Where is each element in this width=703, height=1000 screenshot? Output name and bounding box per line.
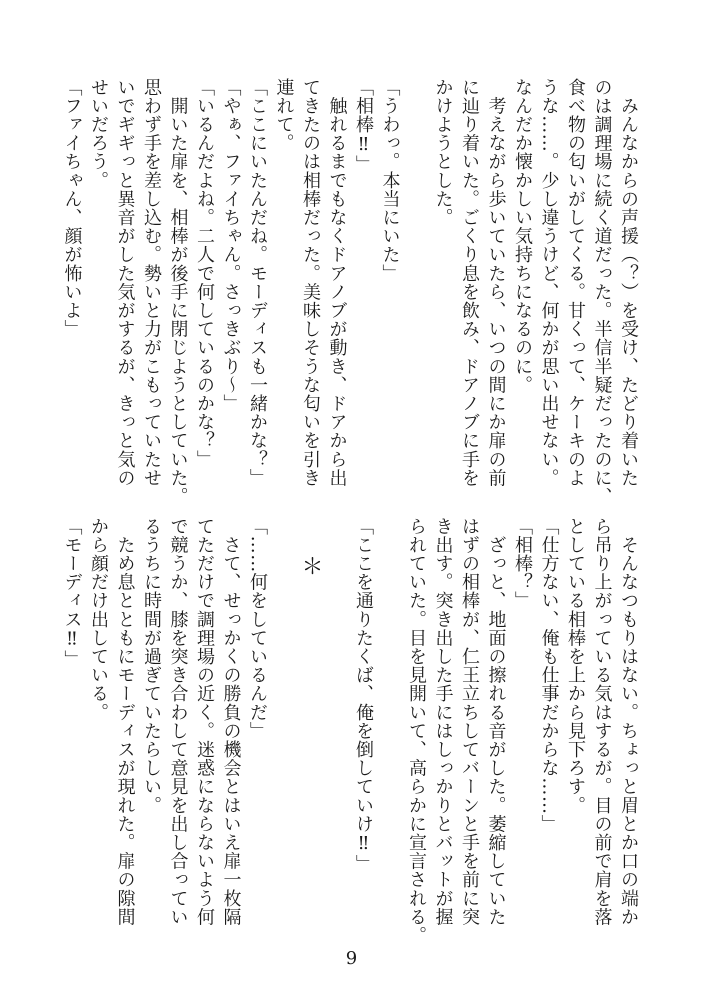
text-line: はずの相棒が、仁王立ちしてバーンと手を前に突 <box>459 517 480 927</box>
text-line: で競うか、膝を突き合わして意見を出し合ってい <box>167 517 189 927</box>
blank-line <box>323 517 350 917</box>
text-line: 触れるまでもなくドアノブが動き、ドアから出 <box>326 78 348 488</box>
text-line: に辿り着いた。ごくり息を飲み、ドアノブに手を <box>459 78 480 488</box>
text-line: き出す。突き出した手にはしっかりとバットが握 <box>432 517 454 927</box>
text-line: てただけで調理場の近く。迷惑にならないよう何 <box>194 517 215 927</box>
blank-line <box>270 517 297 917</box>
text-line: てきたのは相棒だった。美味しそうな匂いを引き <box>300 78 321 488</box>
text-line: 「モーディス‼」 <box>61 517 83 669</box>
text-line: るうちに時間が過ぎていたらしい。 <box>141 517 162 815</box>
text-line: なんだか懐かしい気持ちになるのに。 <box>512 78 533 395</box>
text-line: かけようとした。 <box>432 78 454 227</box>
text-line: ら吊り上がっている気はするが。目の前で肩を落 <box>591 517 613 927</box>
text-line: 開いた扉を、相棒が後手に閉じようとしていた。 <box>167 78 189 506</box>
text-line: ため息とともにモーディスが現れた。扉の隙間 <box>114 517 136 927</box>
text-line: 「ここにいたんだね。モーディスも一緒かな？」 <box>247 78 268 488</box>
text-line: のは調理場に続く道だった。半信半疑だったのに、 <box>591 78 613 506</box>
text-line: 「相棒‼」 <box>353 78 374 174</box>
text-line: 「ここを通りたくば、俺を倒していけ‼」 <box>353 517 374 874</box>
text-line: そんなつもりはない。ちょっと眉とか口の端か <box>618 517 639 927</box>
text-line: 「……何をしているんだ」 <box>247 517 268 741</box>
text-line: ざっと、地面の擦れる音がした。萎縮していた <box>485 517 507 927</box>
text-line: から顔だけ出している。 <box>88 517 109 722</box>
text-line: 「ファイちゃん、顔が怖いよ」 <box>61 78 83 339</box>
page-number: 9 <box>345 948 358 969</box>
text-line: 「いるんだよね。二人で何しているのかな？」 <box>194 78 215 469</box>
text-line: うな……。少し違うけど、何かが思い出せない。 <box>538 78 560 488</box>
text-line: せいだろう。 <box>88 78 109 190</box>
text-line: 「うわっ。本当にいた」 <box>379 78 401 283</box>
lower-text-block <box>57 517 641 945</box>
upper-text-block <box>57 78 641 506</box>
text-line: 連れて。 <box>273 78 295 153</box>
text-line: 思わず手を差し込む。勢いと力がこもっていたせ <box>141 78 162 488</box>
text-line: みんなからの声援（？）を受け、たどり着いた <box>618 78 639 488</box>
section-separator: ＊ <box>298 555 323 578</box>
text-line: られていた。目を見開いて、高らかに宣言される。 <box>406 517 427 945</box>
text-line: 「仕方ない、俺も仕事だからな……」 <box>538 517 560 834</box>
text-line: さて、せっかくの勝負の機会とはいえ扉一枚隔 <box>220 517 242 927</box>
text-line: 「相棒？」 <box>512 517 533 610</box>
text-line: 考えながら歩いていたら、いつの間にか扉の前 <box>485 78 507 488</box>
text-line: 「やぁ、ファイちゃん。さっきぶり～」 <box>220 78 242 413</box>
text-line: としている相棒を上から見下ろす。 <box>565 517 586 815</box>
text-line: 食べ物の匂いがしてくる。甘くって、ケーキのよ <box>565 78 586 488</box>
blank-line <box>376 517 403 917</box>
blank-line <box>403 78 430 478</box>
text-line: いでギギっと異音がした気がするが、きっと気の <box>114 78 136 488</box>
